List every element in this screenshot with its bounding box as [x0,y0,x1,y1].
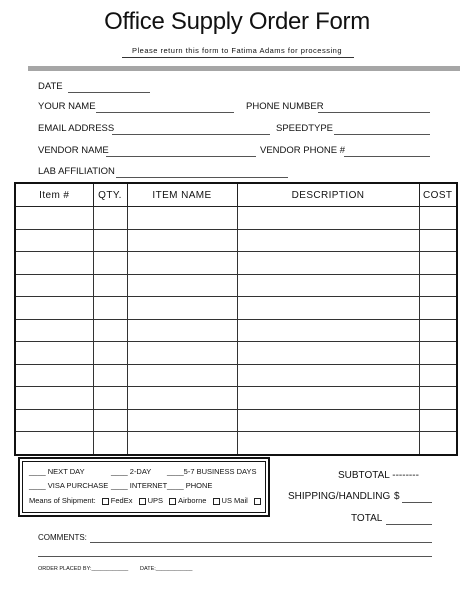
table-cell[interactable] [15,319,93,342]
table-cell[interactable] [419,252,457,275]
table-cell[interactable] [127,229,237,252]
table-cell[interactable] [93,342,127,365]
total-field[interactable] [386,524,432,525]
table-cell[interactable] [419,432,457,455]
form-title: Office Supply Order Form [104,8,370,35]
table-cell[interactable] [93,207,127,230]
lab-affiliation-label: LAB AFFILIATION [38,166,115,177]
table-cell[interactable] [419,229,457,252]
table-cell[interactable] [237,252,419,275]
table-row [15,252,457,275]
visa-purchase-option[interactable]: ____ VISA PURCHASE [29,481,109,490]
column-header-qty: QTY. [93,183,127,207]
table-row [15,387,457,410]
table-cell[interactable] [15,274,93,297]
internet-option[interactable]: ____ INTERNET [111,481,168,490]
vendor-name-field[interactable] [106,156,256,157]
next-day-option[interactable]: ____ NEXT DAY [29,467,85,476]
table-cell[interactable] [237,364,419,387]
airborne-checkbox[interactable] [169,498,176,505]
table-cell[interactable] [419,342,457,365]
comments-label: COMMENTS: [38,533,87,542]
means-of-shipment-row [29,496,263,505]
table-cell[interactable] [15,364,93,387]
table-row [15,319,457,342]
table-row [15,432,457,455]
table-cell[interactable] [419,409,457,432]
table-cell[interactable] [237,387,419,410]
form-subtitle: Please return this form to Fatima Adams for processing [132,46,342,55]
table-row [15,297,457,320]
table-cell[interactable] [237,409,419,432]
table-cell[interactable] [127,387,237,410]
shipping-handling-field[interactable] [402,502,432,503]
table-cell[interactable] [93,274,127,297]
table-cell[interactable] [15,409,93,432]
vendor-phone-field[interactable] [344,156,430,157]
total-label: TOTAL [351,513,383,524]
table-row [15,409,457,432]
table-header-row [15,183,457,207]
phone-number-label: PHONE NUMBER [246,101,324,112]
date-field[interactable] [68,92,150,93]
table-cell[interactable] [419,364,457,387]
table-cell[interactable] [93,297,127,320]
footer-date-label: DATE:____________ [140,566,193,572]
table-cell[interactable] [15,432,93,455]
table-cell[interactable] [127,252,237,275]
table-cell[interactable] [127,342,237,365]
table-cell[interactable] [237,297,419,320]
table-cell[interactable] [93,409,127,432]
order-placed-by-label: ORDER PLACED BY:____________ [38,566,129,572]
airborne-label: Airborne [178,496,207,505]
us-mail-label: US Mail [221,496,248,505]
comments-field-line-1[interactable] [90,542,432,543]
phone-number-field[interactable] [318,112,430,113]
header-bar [28,66,460,71]
table-cell[interactable] [15,229,93,252]
vendor-name-label: VENDOR NAME [38,145,109,156]
table-cell[interactable] [15,252,93,275]
ups-label: UPS [147,496,163,505]
table-cell[interactable] [93,432,127,455]
table-cell[interactable] [237,207,419,230]
shipping-options-box [18,457,270,517]
means-of-shipment-label: Means of Shipment: [29,496,96,505]
table-cell[interactable] [127,297,237,320]
your-name-label: YOUR NAME [38,101,96,112]
table-cell[interactable] [419,274,457,297]
subtitle-divider [122,57,354,58]
subtotal-label: SUBTOTAL -------- [338,470,419,481]
shipping-handling-label: SHIPPING/HANDLING [288,491,391,502]
vendor-phone-label: VENDOR PHONE # [260,145,345,156]
table-cell[interactable] [93,319,127,342]
your-name-field[interactable] [96,112,234,113]
table-cell[interactable] [419,297,457,320]
table-cell[interactable] [127,364,237,387]
table-cell[interactable] [237,432,419,455]
table-cell[interactable] [419,319,457,342]
table-row [15,274,457,297]
table-cell[interactable] [93,364,127,387]
business-days-option[interactable]: ____5-7 BUSINESS DAYS [167,467,257,476]
column-header-description: DESCRIPTION [237,183,419,207]
table-cell[interactable] [237,342,419,365]
table-cell[interactable] [237,229,419,252]
table-cell[interactable] [15,297,93,320]
speedtype-field[interactable] [334,134,430,135]
column-header-cost: COST [419,183,457,207]
table-cell[interactable] [93,387,127,410]
table-cell[interactable] [127,274,237,297]
table-row [15,207,457,230]
table-cell[interactable] [127,432,237,455]
column-header-item-name: ITEM NAME [127,183,237,207]
table-cell[interactable] [93,229,127,252]
table-cell[interactable] [127,319,237,342]
fedex-checkbox[interactable] [102,498,109,505]
table-cell[interactable] [127,207,237,230]
fedex-label: FedEx [110,496,133,505]
phone-option[interactable]: ____ PHONE [167,481,213,490]
email-address-field[interactable] [112,134,270,135]
speedtype-label: SPEEDTYPE [276,123,334,134]
table-cell[interactable] [127,409,237,432]
us-mail-checkbox[interactable] [213,498,220,505]
table-row [15,229,457,252]
comments-field-line-2[interactable] [38,556,432,557]
table-cell[interactable] [419,387,457,410]
items-table [14,182,458,456]
column-header-item-number: Item # [15,183,93,207]
currency-symbol: $ [394,491,400,502]
table-cell[interactable] [237,319,419,342]
lab-affiliation-field[interactable] [116,177,288,178]
table-cell[interactable] [15,342,93,365]
table-cell[interactable] [15,387,93,410]
other-checkbox[interactable] [254,498,261,505]
table-cell[interactable] [237,274,419,297]
table-cell[interactable] [93,252,127,275]
email-address-label: EMAIL ADDRESS [38,123,115,134]
table-cell[interactable] [15,207,93,230]
date-label: DATE [38,81,63,92]
table-row [15,364,457,387]
table-cell[interactable] [419,207,457,230]
table-row [15,342,457,365]
two-day-option[interactable]: ____ 2-DAY [111,467,152,476]
ups-checkbox[interactable] [139,498,146,505]
